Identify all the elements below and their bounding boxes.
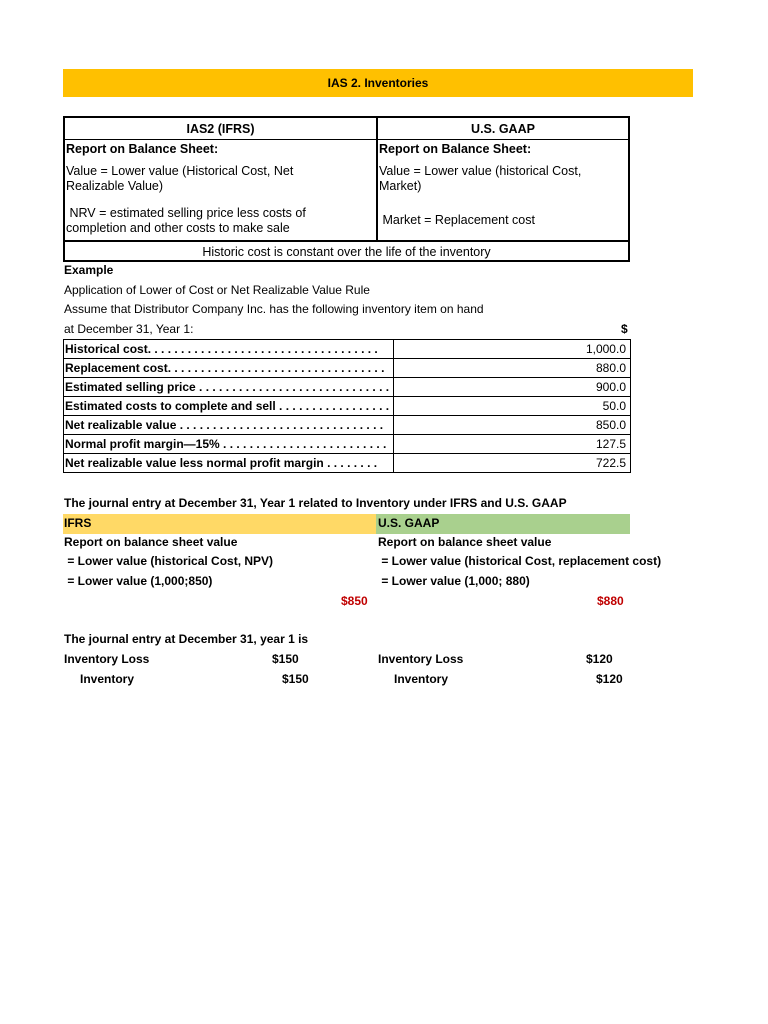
- journal-heading: The journal entry at December 31, Year 1 related to Inventory under IFRS and U.S. GAAP: [64, 496, 567, 510]
- row-label: Historical cost. . . . . . . . . . . . . . . . . . . . . . . . . . . . . . . . . . .: [64, 340, 394, 359]
- example-line3: at December 31, Year 1:: [64, 322, 194, 336]
- ifrs-result: $850: [341, 594, 368, 608]
- row-value: 127.5: [394, 435, 631, 454]
- gaap-line2: = Lower value (1,000; 880): [378, 574, 530, 588]
- page-title-bar: [63, 69, 693, 97]
- ifrs-loss-value: $150: [272, 652, 299, 666]
- gaap-value-line1: Value = Lower value (historical Cost,: [379, 164, 582, 178]
- entry-heading: The journal entry at December 31, year 1 is: [64, 632, 309, 646]
- ifrs-label: IFRS: [64, 516, 92, 530]
- gaap-loss-label: Inventory Loss: [378, 652, 464, 666]
- table-row: [64, 397, 631, 416]
- ifrs-report: Report on balance sheet value: [64, 535, 238, 549]
- gaap-header: U.S. GAAP: [471, 122, 535, 136]
- ifrs-band: [63, 514, 376, 534]
- row-value: 880.0: [394, 359, 631, 378]
- gaap-inv-label: Inventory: [394, 672, 449, 686]
- ifrs-value-line2: Realizable Value): [66, 179, 164, 193]
- row-value: 1,000.0: [394, 340, 631, 359]
- gaap-line1: = Lower value (historical Cost, replacement cost): [378, 554, 662, 568]
- gaap-value-line2: Market): [379, 179, 422, 193]
- ifrs-nrv-line1: NRV = estimated selling price less costs of: [66, 206, 306, 220]
- row-value: 850.0: [394, 416, 631, 435]
- row-label: Normal profit margin—15% . . . . . . . . . . . . . . . . . . . . . . . . .: [64, 435, 394, 454]
- gaap-label: U.S. GAAP: [378, 516, 440, 530]
- table-row: [64, 416, 631, 435]
- ifrs-loss-label: Inventory Loss: [64, 652, 150, 666]
- gaap-report: Report on balance sheet value: [378, 535, 552, 549]
- example-heading: Example: [64, 263, 114, 277]
- ifrs-line2: = Lower value (1,000;850): [64, 574, 213, 588]
- table-row: [64, 340, 631, 359]
- row-value: 900.0: [394, 378, 631, 397]
- ifrs-inv-value: $150: [282, 672, 309, 686]
- table-row: [64, 454, 631, 473]
- gaap-loss-value: $120: [586, 652, 613, 666]
- currency-symbol: $: [621, 322, 628, 336]
- page-title: IAS 2. Inventories: [327, 76, 429, 90]
- gaap-report-label: Report on Balance Sheet:: [379, 142, 532, 156]
- gaap-market: Market = Replacement cost: [379, 213, 535, 227]
- ifrs-report-label: Report on Balance Sheet:: [66, 142, 219, 156]
- gaap-result: $880: [597, 594, 624, 608]
- ifrs-inv-label: Inventory: [80, 672, 135, 686]
- row-label: Estimated selling price . . . . . . . . . . . . . . . . . . . . . . . . . . . . .: [64, 378, 394, 397]
- row-value: 722.5: [394, 454, 631, 473]
- ifrs-value-line1: Value = Lower value (Historical Cost, Net: [66, 164, 294, 178]
- header-divider: [65, 139, 628, 140]
- example-line1: Application of Lower of Cost or Net Realizable Value Rule: [64, 283, 370, 297]
- ifrs-header: IAS2 (IFRS): [186, 122, 255, 136]
- table-row: [64, 435, 631, 454]
- table-row: [64, 378, 631, 397]
- row-label: Net realizable value less normal profit margin . . . . . . . .: [64, 454, 394, 473]
- row-label: Estimated costs to complete and sell . . . . . . . . . . . . . . . . .: [64, 397, 394, 416]
- gaap-inv-value: $120: [596, 672, 623, 686]
- row-value: 50.0: [394, 397, 631, 416]
- row-label: Net realizable value . . . . . . . . . . . . . . . . . . . . . . . . . . . . . . .: [64, 416, 394, 435]
- comparison-footer: Historic cost is constant over the life of the inventory: [202, 245, 491, 259]
- table-row: [64, 359, 631, 378]
- example-line2: Assume that Distributor Company Inc. has the following inventory item on hand: [64, 302, 484, 316]
- ifrs-nrv-line2: completion and other costs to make sale: [66, 221, 290, 235]
- comparison-table: [63, 116, 630, 262]
- row-label: Replacement cost. . . . . . . . . . . . . . . . . . . . . . . . . . . . . . . . .: [64, 359, 394, 378]
- column-divider: [376, 118, 378, 241]
- inventory-values-table: [63, 339, 631, 473]
- ifrs-line1: = Lower value (historical Cost, NPV): [64, 554, 274, 568]
